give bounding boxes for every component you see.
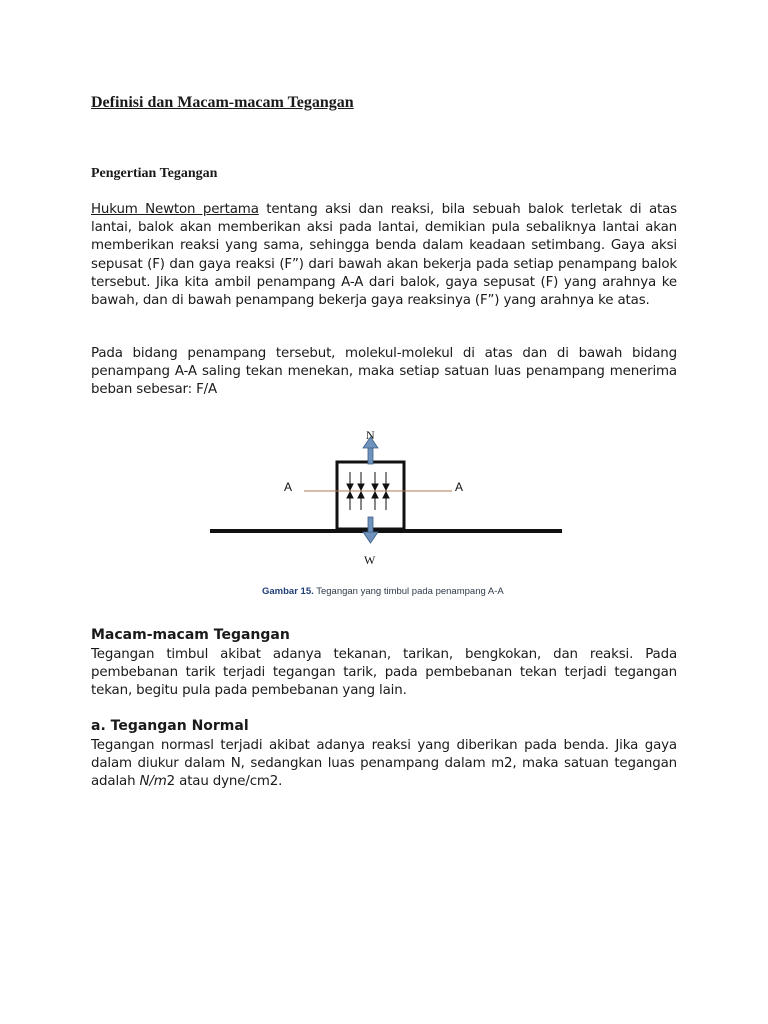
paragraph-macam-tegangan: Tegangan timbul akibat adanya tekanan, tarikan, bengkokan, dan reaksi. Pada pembebanan tarik terjadi tegangan tarik, pada pembebanan tekan terjadi tegangan tekan, begitu pula pada pembebanan yang lain. xyxy=(91,647,677,699)
paragraph-penampang: Pada bidang penampang tersebut, molekul-molekul di atas dan di bawah bidang penampang A-A saling tekan menekan, maka setiap satuan luas penampang menerima beban sebesar: F/A xyxy=(91,346,677,398)
caption-number: Gambar 15. xyxy=(262,586,314,597)
paragraph-text: tentang aksi dan reaksi, bila sebuah balok terletak di atas lantai, balok akan memberikan aksi pada lantai, demikian pula sebaliknya lantai akan memberikan reaksi yang sama, sehingga benda dalam keadaan setimbang. Gaya aksi sepusat (F) dan gaya reaksi (F”) dari bawah akan bekerja pada setiap penampang balok tersebut. Jika kita ambil penampang A-A dari balok, gaya sepusat (F) yang arahnya ke bawah, dan di bawah penampang bekerja gaya reaksinya (F”) yang arahnya ke atas. xyxy=(91,202,677,309)
section-heading-normal: a. Tegangan Normal xyxy=(91,718,249,734)
link-hukum-newton[interactable]: Hukum Newton pertama xyxy=(91,202,259,217)
caption-text: Tegangan yang timbul pada penampang A-A xyxy=(313,586,504,597)
label-n: N xyxy=(366,428,375,442)
figure-caption xyxy=(262,586,504,597)
label-a-left: A xyxy=(284,480,293,494)
paragraph-hukum-newton xyxy=(91,201,677,310)
label-a-right: A xyxy=(455,480,464,494)
stress-figure xyxy=(200,420,580,610)
document-title: Definisi dan Macam-macam Tegangan xyxy=(91,94,354,111)
paragraph-text: Tegangan normasl terjadi akibat adanya reaksi yang diberikan pada benda. Jika gaya dalam diukur dalam N, sedangkan luas penampang dalam m2, maka satuan tegangan adalah xyxy=(91,738,677,790)
paragraph-tegangan-normal xyxy=(91,737,677,792)
paragraph-text-end: 2 atau dyne/cm2. xyxy=(166,774,283,790)
stress-diagram xyxy=(200,420,580,610)
section-heading-pengertian: Pengertian Tegangan xyxy=(91,166,218,181)
unit-italic: N/m xyxy=(139,774,167,790)
section-heading-macam: Macam-macam Tegangan xyxy=(91,627,290,643)
label-w: W xyxy=(364,553,376,567)
